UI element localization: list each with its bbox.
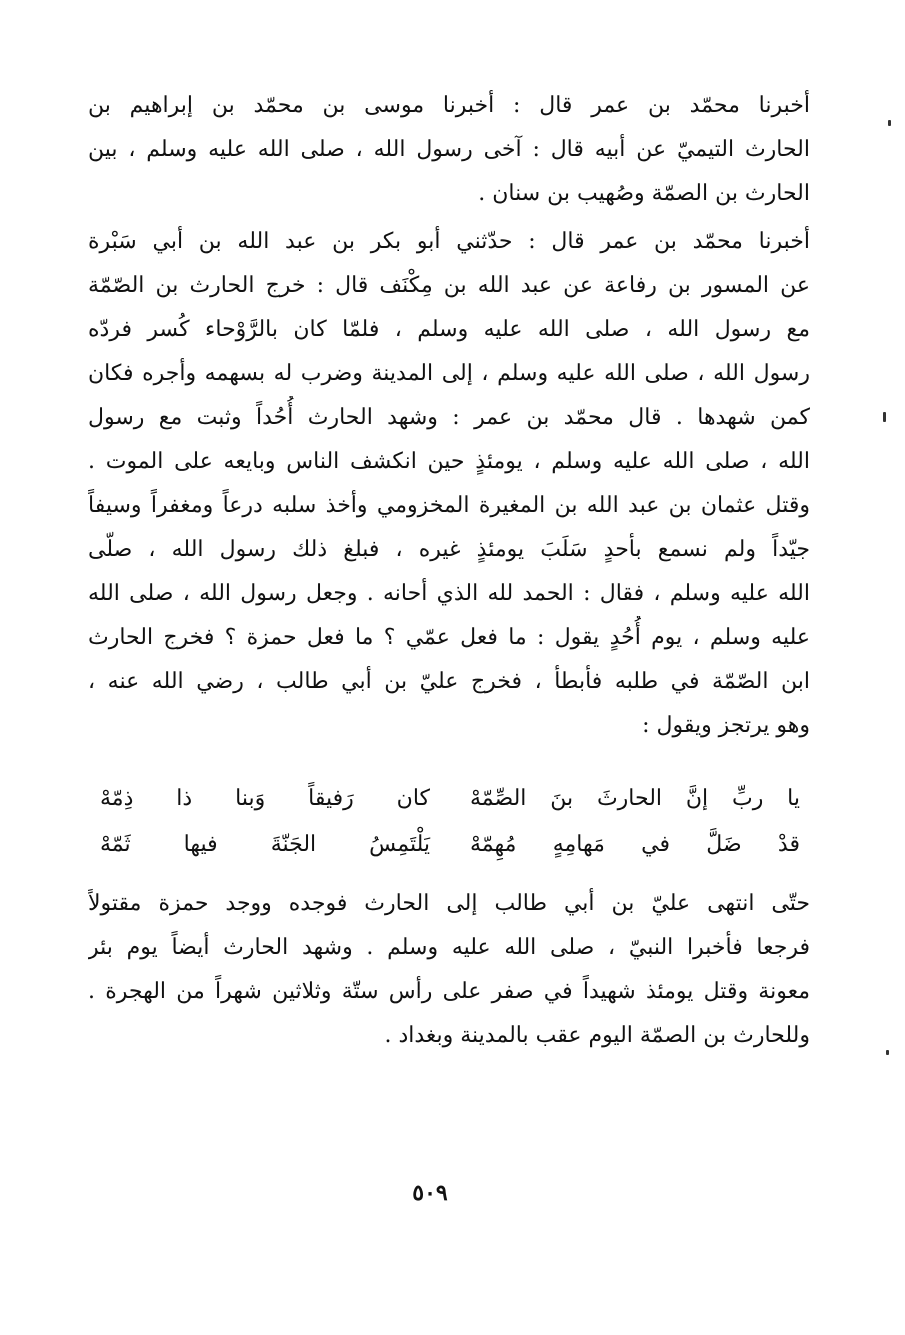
verse-first-hemistich: قدْ ضَلَّ في مَهامِهٍ مُهِمّهْ	[470, 832, 800, 857]
text-line: حتّى انتهى عليّ بن أبي طالب إلى الحارث فوجده ووجد حمزة مقتولاً	[88, 891, 810, 916]
verse-second-hemistich: يَلْتَمِسُ الجَنّةَ فيها ثَمّهْ	[100, 832, 430, 857]
text-line: الحارث بن الصمّة وصُهيب بن سنان .	[478, 181, 810, 206]
text-line: أخبرنا محمّد بن عمر قال : حدّثني أبو بكر بن عبد الله بن أبي سَبْرة	[88, 229, 810, 254]
text-line: معونة وقتل يومئذ شهيداً في صفر على رأس ستّة وثلاثين شهراً من الهجرة .	[88, 979, 810, 1004]
scan-speck	[883, 412, 886, 422]
text-line: رسول الله ، صلى الله عليه وسلم ، إلى المدينة وضرب له بسهمه وأجره فكان	[88, 361, 810, 386]
poem-verse	[100, 822, 800, 868]
text-line: كمن شهدها . قال محمّد بن عمر : وشهد الحارث أُحُداً وثبت مع رسول	[88, 405, 810, 430]
paragraph-1	[88, 84, 810, 216]
poem	[100, 776, 800, 868]
scan-speck	[888, 120, 891, 126]
text-line: وهو يرتجز ويقول :	[642, 713, 810, 738]
text-line: فرجعا فأخبرا النبيّ ، صلى الله عليه وسلم . وشهد الحارث أيضاً يوم بئر	[88, 935, 810, 960]
text-line: جيّداً ولم نسمع بأحدٍ سَلَبَ يومئذٍ غيره ، فبلغ ذلك رسول الله ، صلّى	[88, 537, 810, 562]
text-line: أخبرنا محمّد بن عمر قال : أخبرنا موسى بن محمّد بن إبراهيم بن	[88, 93, 810, 118]
page-number: ٥٠٩	[412, 1180, 448, 1206]
paragraph-3	[88, 882, 810, 1058]
poem-verse	[100, 776, 800, 822]
verse-second-hemistich: كان رَفيقاً وَبنا ذا ذِمّهْ	[100, 786, 430, 811]
text-line: الحارث التيميّ عن أبيه قال : آخى رسول الله ، صلى الله عليه وسلم ، بين	[88, 137, 810, 162]
text-line: مع رسول الله ، صلى الله عليه وسلم ، فلمّا كان بالرَّوْحاء كُسر فردّه	[88, 317, 810, 342]
text-line: وقتل عثمان بن عبد الله بن المغيرة المخزومي وأخذ سلبه درعاً ومغفراً وسيفاً	[88, 493, 810, 518]
text-line: الله ، صلى الله عليه وسلم ، يومئذٍ حين انكشف الناس وبايعه على الموت .	[88, 449, 810, 474]
text-line: عن المسور بن رفاعة عن عبد الله بن مِكْنَف قال : خرج الحارث بن الصّمّة	[88, 273, 810, 298]
verse-first-hemistich: يا ربِّ إنَّ الحارثَ بنَ الصِّمّهْ	[470, 786, 800, 811]
text-line: عليه وسلم ، يوم أُحُدٍ يقول : ما فعل عمّي ؟ ما فعل حمزة ؟ فخرج الحارث	[88, 625, 810, 650]
text-line: وللحارث بن الصمّة اليوم عقب بالمدينة وبغداد .	[384, 1023, 810, 1048]
text-line: الله عليه وسلم ، فقال : الحمد لله الذي أحانه . وجعل رسول الله ، صلى الله	[88, 581, 810, 606]
paragraph-2	[88, 220, 810, 748]
scan-speck	[886, 1050, 889, 1055]
text-line: ابن الصّمّة في طلبه فأبطأ ، فخرج عليّ بن أبي طالب ، رضي الله عنه ،	[88, 669, 810, 694]
